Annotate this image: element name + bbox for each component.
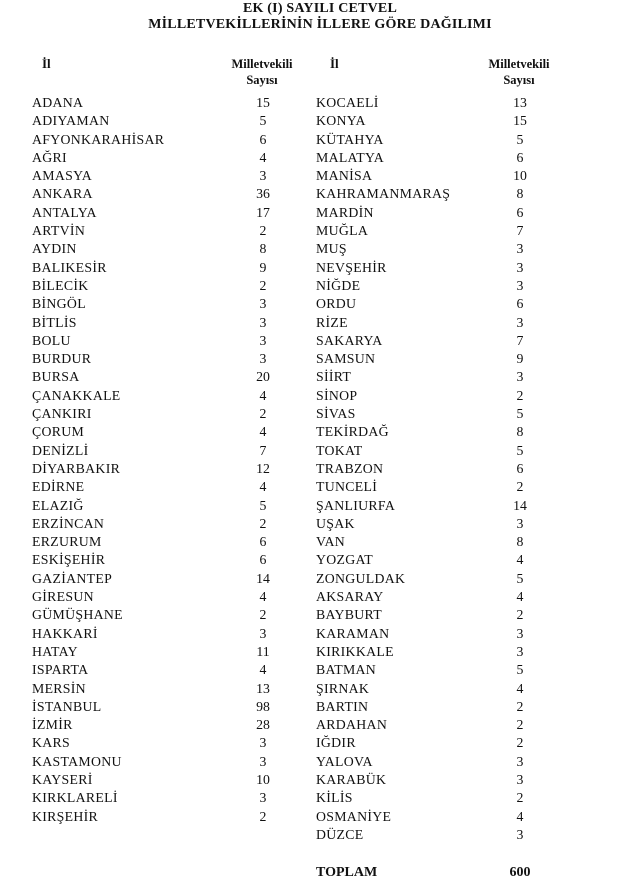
- province-name: ŞIRNAK: [316, 680, 370, 696]
- deputy-count: 11: [256, 643, 270, 659]
- deputy-count: 9: [259, 259, 267, 275]
- deputy-count: 8: [259, 241, 267, 257]
- province-name: BALIKESİR: [32, 259, 107, 275]
- deputy-count: 14: [256, 570, 270, 586]
- deputy-count: 4: [259, 387, 267, 403]
- right-il-header: İl: [330, 56, 339, 71]
- deputy-count: 3: [259, 790, 267, 806]
- deputy-count: 4: [516, 589, 524, 605]
- deputy-count: 3: [516, 515, 524, 531]
- deputy-count: 5: [516, 662, 524, 678]
- deputy-count: 7: [516, 332, 524, 348]
- province-name: ERZURUM: [32, 534, 102, 550]
- province-name: SAKARYA: [316, 332, 383, 348]
- province-name: ÇANKIRI: [32, 406, 92, 422]
- province-name: KIRŞEHİR: [32, 808, 99, 824]
- left-count-header-line2: Sayısı: [246, 73, 278, 87]
- province-name: SİVAS: [316, 406, 356, 422]
- province-name: AFYONKARAHİSAR: [32, 131, 165, 147]
- province-name: KASTAMONU: [32, 753, 122, 769]
- deputy-count: 9: [516, 351, 524, 367]
- province-name: YALOVA: [316, 753, 373, 769]
- document-title: EK (I) SAYILI CETVEL: [242, 1, 398, 16]
- deputy-count: 15: [256, 95, 270, 110]
- deputy-count: 10: [256, 771, 270, 787]
- deputy-count: 20: [256, 369, 270, 385]
- deputy-count: 5: [516, 570, 524, 586]
- province-name: KÜTAHYA: [316, 131, 384, 147]
- province-name: MARDİN: [316, 204, 374, 220]
- province-name: AKSARAY: [316, 589, 384, 605]
- province-name: ANKARA: [32, 186, 93, 202]
- province-name: VAN: [316, 534, 346, 550]
- province-name: BİLECİK: [32, 277, 89, 293]
- deputy-count: 3: [516, 625, 524, 641]
- province-name: RİZE: [316, 314, 348, 330]
- deputy-count: 14: [513, 497, 527, 513]
- deputy-count: 3: [516, 369, 524, 385]
- province-name: BİTLİS: [32, 314, 77, 330]
- deputy-count: 2: [259, 808, 267, 824]
- province-name: ISPARTA: [32, 662, 89, 678]
- province-name: BOLU: [32, 332, 71, 348]
- province-name: BURSA: [32, 369, 80, 385]
- deputy-count: 4: [259, 662, 267, 678]
- deputy-count: 4: [259, 424, 267, 440]
- deputy-count: 8: [516, 424, 524, 440]
- deputy-count: 3: [259, 168, 267, 184]
- deputy-count: 7: [516, 223, 524, 239]
- province-name: MANİSA: [316, 168, 373, 184]
- province-name: DÜZCE: [316, 826, 364, 842]
- right-count-header-line1: Milletvekili: [488, 57, 550, 71]
- deputy-count: 2: [516, 479, 524, 495]
- province-name: SİNOP: [316, 387, 358, 403]
- deputy-count: 4: [259, 589, 267, 605]
- province-name: İZMİR: [32, 717, 73, 733]
- province-name: ERZİNCAN: [32, 515, 105, 531]
- province-name: ÇANAKKALE: [32, 387, 121, 403]
- document-subtitle: MİLLETVEKİLLERİNİN İLLERE GÖRE DAĞILIMI: [148, 17, 492, 32]
- province-name: ORDU: [316, 296, 357, 312]
- province-name: KİLİS: [316, 790, 353, 806]
- deputy-count: 3: [259, 296, 267, 312]
- deputy-count: 5: [259, 113, 267, 129]
- province-name: ANTALYA: [32, 204, 97, 220]
- province-name: KARS: [32, 735, 71, 751]
- province-name: KAHRAMANMARAŞ: [316, 186, 451, 202]
- province-name: ADANA: [32, 95, 84, 110]
- province-name: MUĞLA: [316, 223, 369, 239]
- deputy-count: 3: [259, 735, 267, 751]
- deputy-count: 8: [516, 534, 524, 550]
- deputy-count: 3: [516, 753, 524, 769]
- province-name: ARTVİN: [32, 223, 86, 239]
- deputy-count: 2: [516, 387, 524, 403]
- province-name: MUŞ: [316, 241, 347, 257]
- deputy-count: 2: [516, 607, 524, 623]
- deputy-count: 98: [256, 698, 270, 714]
- province-name: NİĞDE: [316, 277, 361, 293]
- province-name: OSMANİYE: [316, 808, 392, 824]
- deputy-count: 3: [259, 753, 267, 769]
- deputy-count: 2: [516, 735, 524, 751]
- deputy-count: 3: [516, 277, 524, 293]
- deputy-count: 36: [256, 186, 270, 202]
- province-name: KARABÜK: [316, 771, 387, 787]
- province-name: BURDUR: [32, 351, 92, 367]
- deputy-count: 3: [516, 314, 524, 330]
- province-name: EDİRNE: [32, 479, 85, 495]
- province-name: TUNCELİ: [316, 479, 378, 495]
- deputy-count: 3: [259, 625, 267, 641]
- province-name: SİİRT: [316, 369, 352, 385]
- deputy-count: 4: [259, 479, 267, 495]
- province-name: ARDAHAN: [316, 717, 388, 733]
- deputy-count: 2: [259, 515, 267, 531]
- deputy-count: 7: [259, 442, 267, 458]
- deputy-count: 6: [516, 204, 524, 220]
- deputy-count: 2: [516, 717, 524, 733]
- province-name: AĞRI: [32, 149, 67, 165]
- province-name: BARTIN: [316, 698, 369, 714]
- deputy-count: 2: [259, 277, 267, 293]
- province-name: MERSİN: [32, 680, 86, 696]
- province-name: ESKİŞEHİR: [32, 552, 106, 568]
- province-name: TRABZON: [316, 460, 384, 476]
- province-name: KAYSERİ: [32, 771, 93, 787]
- deputy-count: 3: [516, 771, 524, 787]
- province-name: ELAZIĞ: [32, 497, 84, 513]
- deputy-count: 12: [256, 460, 270, 476]
- deputy-count: 3: [516, 643, 524, 659]
- right-count-header-line2: Sayısı: [503, 73, 535, 87]
- province-name: İSTANBUL: [32, 698, 102, 714]
- province-name: ŞANLIURFA: [316, 497, 396, 513]
- total-label: TOPLAM: [316, 865, 378, 880]
- deputy-count: 2: [259, 223, 267, 239]
- left-il-header: İl: [42, 56, 51, 71]
- province-name: IĞDIR: [316, 735, 356, 751]
- deputy-count: 4: [516, 552, 524, 568]
- deputy-count: 6: [516, 149, 524, 165]
- province-name: BATMAN: [316, 662, 377, 678]
- province-name: MALATYA: [316, 149, 385, 165]
- province-name: UŞAK: [316, 515, 355, 531]
- province-name: ÇORUM: [32, 424, 85, 440]
- deputy-count: 3: [516, 241, 524, 257]
- deputy-count: 8: [516, 186, 524, 202]
- province-name: GİRESUN: [32, 589, 94, 605]
- province-name: KONYA: [316, 113, 366, 129]
- deputy-count: 3: [259, 314, 267, 330]
- province-name: TOKAT: [316, 442, 363, 458]
- deputy-count: 5: [516, 442, 524, 458]
- province-name: SAMSUN: [316, 351, 376, 367]
- deputy-count: 10: [513, 168, 527, 184]
- province-name: YOZGAT: [316, 552, 373, 568]
- province-name: TEKİRDAĞ: [316, 424, 389, 440]
- deputy-count: 13: [256, 680, 270, 696]
- province-name: DENİZLİ: [32, 442, 89, 458]
- province-name: ADIYAMAN: [32, 113, 110, 129]
- deputy-count: 6: [259, 534, 267, 550]
- deputy-count: 2: [516, 790, 524, 806]
- deputy-count: 4: [516, 680, 524, 696]
- deputy-count: 6: [259, 552, 267, 568]
- deputy-count: 4: [259, 149, 267, 165]
- province-name: KOCAELİ: [316, 95, 379, 110]
- right-count-header: [464, 56, 574, 88]
- province-name: ZONGULDAK: [316, 570, 406, 586]
- province-name: NEVŞEHİR: [316, 259, 387, 275]
- deputy-count: 6: [516, 296, 524, 312]
- deputy-count: 5: [516, 406, 524, 422]
- deputy-count: 28: [256, 717, 270, 733]
- deputy-count: 2: [516, 698, 524, 714]
- province-name: DİYARBAKIR: [32, 460, 121, 476]
- deputy-count: 6: [516, 460, 524, 476]
- province-name: AMASYA: [32, 168, 93, 184]
- deputy-count: 3: [259, 351, 267, 367]
- deputy-count: 13: [513, 95, 527, 110]
- deputy-count: 5: [259, 497, 267, 513]
- province-name: BİNGÖL: [32, 296, 86, 312]
- province-name: BAYBURT: [316, 607, 382, 623]
- left-count-header-line1: Milletvekili: [231, 57, 293, 71]
- province-name: KIRKLARELİ: [32, 790, 118, 806]
- deputy-count: 4: [516, 808, 524, 824]
- province-name: KARAMAN: [316, 625, 390, 641]
- deputy-count: 6: [259, 131, 267, 147]
- deputy-count: 2: [259, 607, 267, 623]
- deputy-count: 5: [516, 131, 524, 147]
- deputy-count: 15: [513, 113, 527, 129]
- deputy-count: 17: [256, 204, 270, 220]
- deputy-count: 3: [516, 259, 524, 275]
- province-name: GÜMÜŞHANE: [32, 607, 123, 623]
- province-name: HATAY: [32, 643, 78, 659]
- deputy-count: 3: [259, 332, 267, 348]
- province-name: KIRIKKALE: [316, 643, 394, 659]
- deputy-count: 3: [516, 826, 524, 842]
- province-name: AYDIN: [32, 241, 77, 257]
- deputy-count: 2: [259, 406, 267, 422]
- left-count-header: [207, 56, 317, 88]
- total-value: 600: [509, 865, 531, 880]
- province-name: GAZİANTEP: [32, 570, 113, 586]
- province-name: HAKKARİ: [32, 625, 98, 641]
